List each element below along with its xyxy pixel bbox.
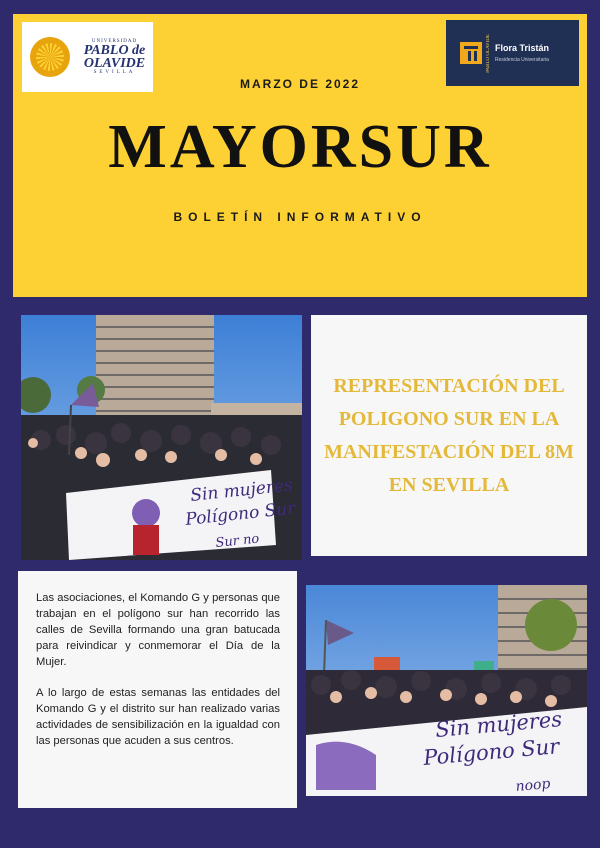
banner1-line1: Sin mujeres bbox=[189, 475, 294, 506]
march-photo-banner bbox=[306, 585, 587, 796]
newsletter-header bbox=[13, 14, 587, 297]
newsletter-subtitle: BOLETÍN INFORMATIVO bbox=[173, 210, 427, 224]
issue-date: MARZO DE 2022 bbox=[239, 77, 361, 91]
logo-university-city: SEVILLA bbox=[93, 70, 136, 75]
logo-university-label: UNIVERSIDAD bbox=[91, 39, 138, 44]
banner1-line3: Sur no bbox=[214, 531, 261, 551]
banner1-line2: Polígono Sur bbox=[184, 498, 297, 530]
residence-icon bbox=[460, 42, 482, 64]
banner2-line2: Polígono Sur bbox=[422, 734, 561, 770]
headline-box bbox=[311, 315, 587, 556]
sun-icon bbox=[30, 37, 70, 77]
article-text-box bbox=[18, 571, 297, 808]
residence-name: Flora Tristán bbox=[495, 43, 550, 53]
article-paragraph-1: Las asociaciones, el Komando G y personas que trabajan en el polígono sur han recorrido las calles de Sevilla formando una gran batucada para reivindicar y conmemorar el Día de la Mujer. bbox=[36, 592, 280, 668]
article-paragraph-2: A lo largo de estas semanas las entidades del Komando G y el distrito sur han realizado varias actividades de sensibilización en la igualdad con las personas que acuden a sus centros. bbox=[36, 687, 280, 747]
logo-vertical-text: PABLO OLAVIDE bbox=[486, 33, 491, 73]
logo-university-name: PABLO de OLAVIDE bbox=[83, 43, 146, 71]
banner2-line1: Sin mujeres bbox=[434, 707, 563, 742]
newsletter-title: MAYORSUR bbox=[108, 113, 492, 181]
residence-subtitle: Residencia Universitaria bbox=[495, 57, 549, 63]
article-headline: REPRESENTACIÓN DEL POLIGONO SUR EN LA MANIFESTACIÓN DEL 8M EN SEVILLA bbox=[324, 374, 574, 496]
banner2-line3: noop bbox=[514, 776, 552, 795]
march-photo-tower bbox=[21, 315, 302, 560]
